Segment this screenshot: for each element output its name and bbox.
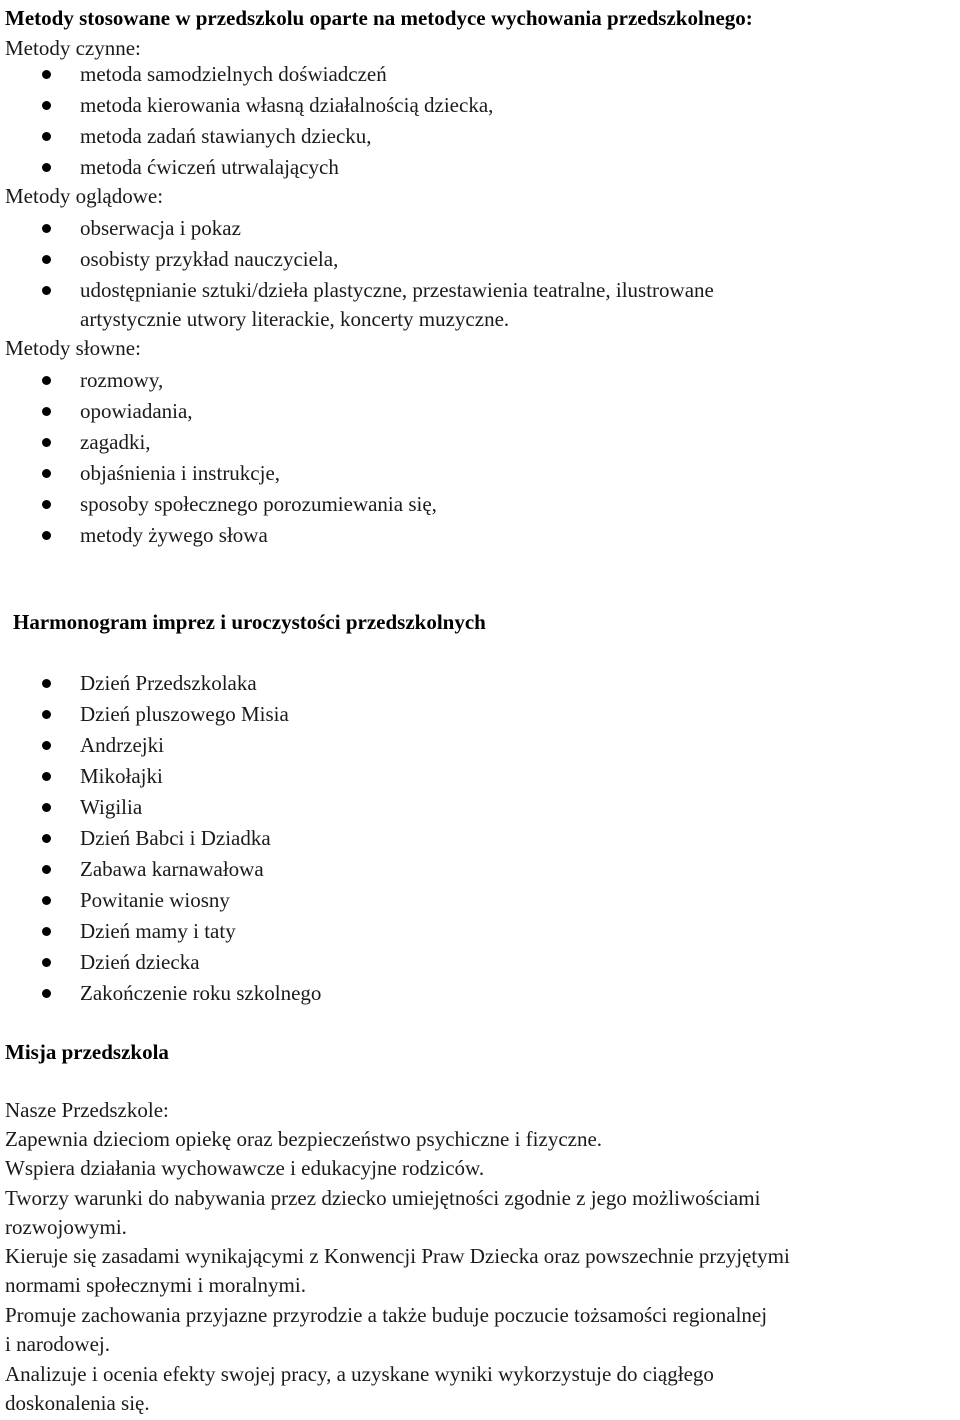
list-item xyxy=(0,521,960,549)
list-item xyxy=(0,153,960,181)
list-item-text: Powitanie wiosny xyxy=(80,888,230,912)
methods-heading: Metody stosowane w przedszkolu oparte na metodyce wychowania przedszkolnego: xyxy=(5,6,753,30)
bullet-icon xyxy=(42,255,51,264)
list-item-text: obserwacja i pokaz xyxy=(80,216,241,240)
list-item-text: sposoby społecznego porozumiewania się, xyxy=(80,492,437,516)
list-item xyxy=(0,122,960,150)
list-item-text: Zakończenie roku szkolnego xyxy=(80,981,322,1005)
mission-intro: Nasze Przedszkole: xyxy=(5,1098,169,1122)
mission-line: Tworzy warunki do nabywania przez dziecko umiejętności zgodnie z jego możliwościami xyxy=(5,1186,761,1210)
list-item-text: Zabawa karnawałowa xyxy=(80,857,264,881)
bullet-icon xyxy=(42,865,51,874)
list-item-text: Dzień Przedszkolaka xyxy=(80,671,257,695)
list-item-text: Mikołajki xyxy=(80,764,163,788)
list-item-text: Dzień Babci i Dziadka xyxy=(80,826,271,850)
bullet-icon xyxy=(42,286,51,295)
mission-line: Kieruje się zasadami wynikającymi z Konwencji Praw Dziecka oraz powszechnie przyjętymi xyxy=(5,1244,790,1268)
list-item xyxy=(0,824,960,852)
mission-line: Analizuje i ocenia efekty swojej pracy, a uzyskane wyniki wykorzystuje do ciągłego xyxy=(5,1362,714,1386)
verbal-methods-label: Metody słowne: xyxy=(5,336,141,360)
list-item xyxy=(0,276,960,304)
mission-heading: Misja przedszkola xyxy=(5,1040,169,1064)
list-item xyxy=(0,979,960,1007)
list-item-text: Dzień pluszowego Misia xyxy=(80,702,289,726)
bullet-icon xyxy=(42,710,51,719)
list-item-text: osobisty przykład nauczyciela, xyxy=(80,247,339,271)
list-item-text: Wigilia xyxy=(80,795,143,819)
bullet-icon xyxy=(42,834,51,843)
list-item-text: metoda kierowania własną działalnością dziecka, xyxy=(80,93,494,117)
mission-line: doskonalenia się. xyxy=(5,1391,150,1415)
bullet-icon xyxy=(42,896,51,905)
bullet-icon xyxy=(42,163,51,172)
mission-line: i narodowej. xyxy=(5,1332,110,1356)
bullet-icon xyxy=(42,803,51,812)
list-item xyxy=(0,669,960,697)
list-item-continuation: artystycznie utwory literackie, koncerty muzyczne. xyxy=(80,307,510,331)
mission-line: rozwojowymi. xyxy=(5,1215,127,1239)
bullet-icon xyxy=(42,469,51,478)
bullet-icon xyxy=(42,989,51,998)
list-item xyxy=(0,366,960,394)
bullet-icon xyxy=(42,224,51,233)
mission-line: normami społecznymi i moralnymi. xyxy=(5,1273,306,1297)
bullet-icon xyxy=(42,407,51,416)
bullet-icon xyxy=(42,101,51,110)
list-item-text: Andrzejki xyxy=(80,733,164,757)
bullet-icon xyxy=(42,958,51,967)
list-item-text: Dzień mamy i taty xyxy=(80,919,236,943)
list-item-text: metoda ćwiczeń utrwalających xyxy=(80,155,339,179)
list-item-text: udostępnianie sztuki/dzieła plastyczne, przestawienia teatralne, ilustrowane xyxy=(80,278,714,302)
list-item-text: zagadki, xyxy=(80,430,151,454)
bullet-icon xyxy=(42,741,51,750)
list-item xyxy=(0,948,960,976)
list-item xyxy=(0,700,960,728)
list-item-text: metoda zadań stawianych dziecku, xyxy=(80,124,372,148)
bullet-icon xyxy=(42,531,51,540)
list-item-text: rozmowy, xyxy=(80,368,164,392)
bullet-icon xyxy=(42,438,51,447)
active-methods-label: Metody czynne: xyxy=(5,36,141,60)
schedule-heading: Harmonogram imprez i uroczystości przedszkolnych xyxy=(13,610,486,634)
mission-line: Promuje zachowania przyjazne przyrodzie a także buduje poczucie tożsamości regionalnej xyxy=(5,1303,768,1327)
list-item-text: metoda samodzielnych doświadczeń xyxy=(80,62,387,86)
visual-methods-label: Metody oglądowe: xyxy=(5,184,164,208)
bullet-icon xyxy=(42,500,51,509)
list-item xyxy=(0,397,960,425)
bullet-icon xyxy=(42,679,51,688)
list-item-text: Dzień dziecka xyxy=(80,950,200,974)
list-item xyxy=(0,60,960,88)
list-item xyxy=(0,793,960,821)
list-item xyxy=(0,214,960,242)
bullet-icon xyxy=(42,132,51,141)
list-item xyxy=(0,428,960,456)
list-item xyxy=(0,459,960,487)
list-item-text: objaśnienia i instrukcje, xyxy=(80,461,281,485)
list-item xyxy=(0,917,960,945)
mission-line: Zapewnia dzieciom opiekę oraz bezpieczeństwo psychiczne i fizyczne. xyxy=(5,1127,603,1151)
list-item-text: opowiadania, xyxy=(80,399,193,423)
bullet-icon xyxy=(42,70,51,79)
bullet-icon xyxy=(42,927,51,936)
list-item xyxy=(0,762,960,790)
list-item xyxy=(0,490,960,518)
list-item xyxy=(0,886,960,914)
bullet-icon xyxy=(42,376,51,385)
bullet-icon xyxy=(42,772,51,781)
list-item xyxy=(0,245,960,273)
list-item xyxy=(0,731,960,759)
list-item-text: metody żywego słowa xyxy=(80,523,268,547)
mission-line: Wspiera działania wychowawcze i edukacyjne rodziców. xyxy=(5,1156,485,1180)
list-item xyxy=(0,855,960,883)
list-item xyxy=(0,91,960,119)
